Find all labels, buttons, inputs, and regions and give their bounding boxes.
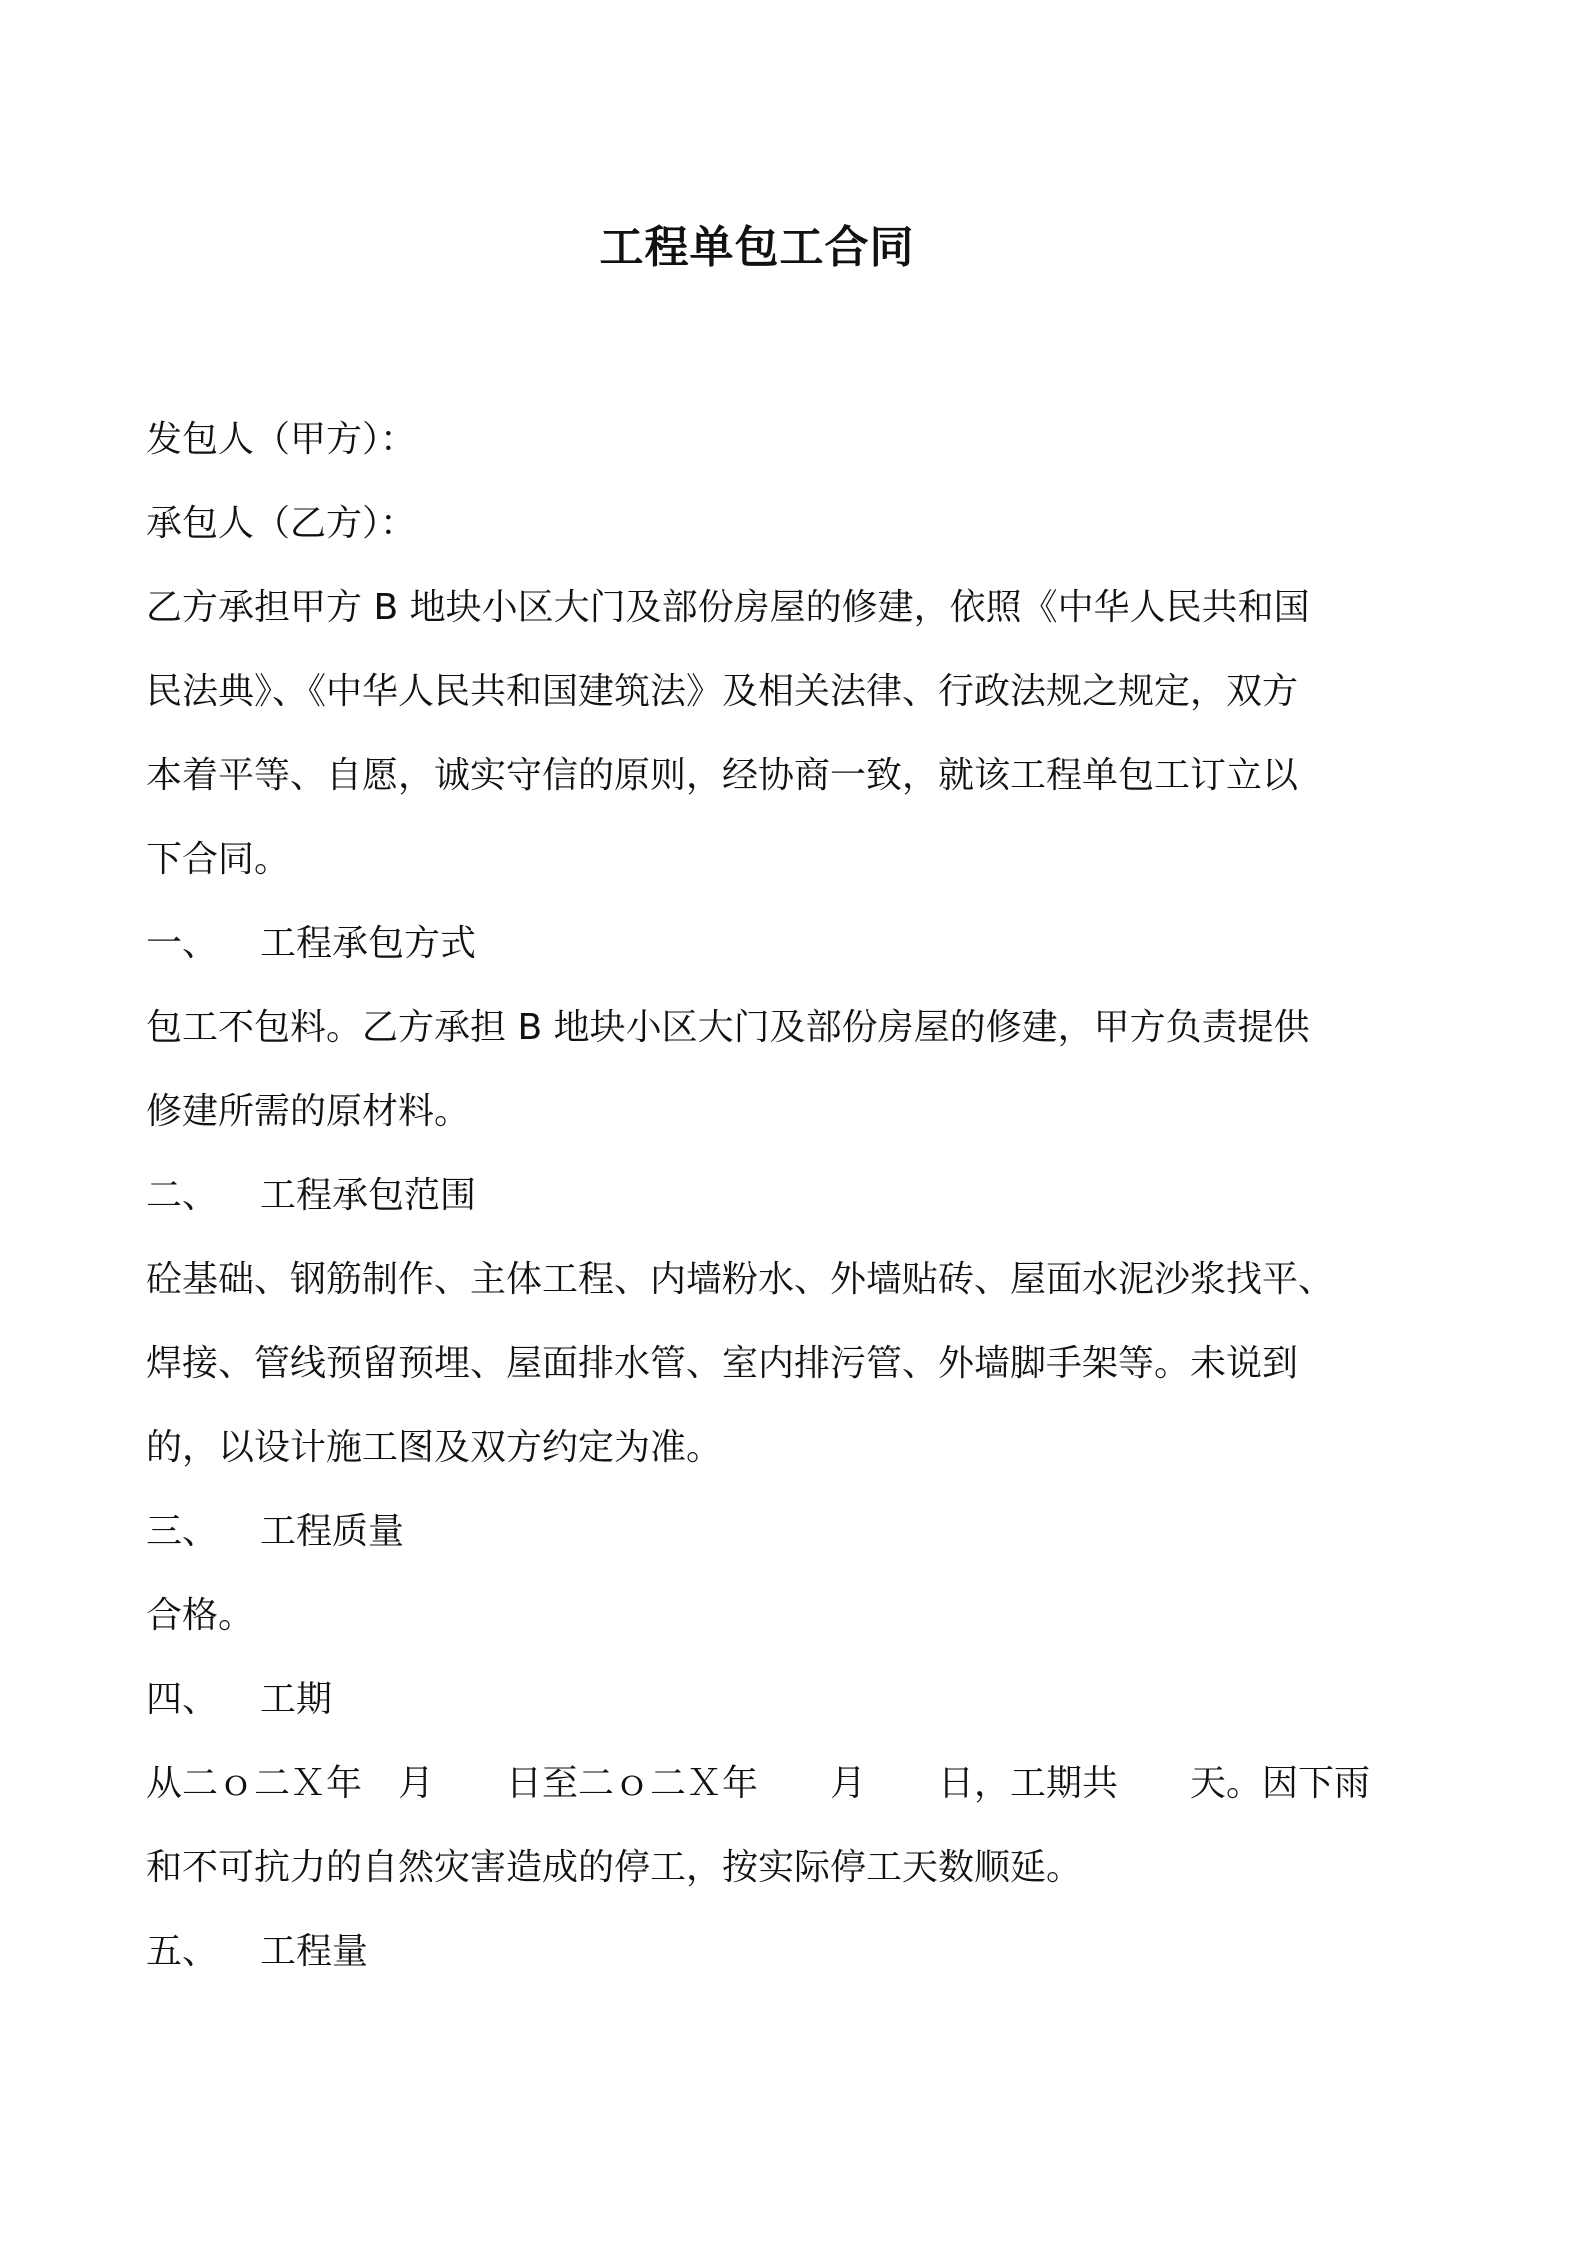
section-line: 焊接、管线预留预埋、屋面排水管、室内排污管、外墙脚手架等。未说到 bbox=[146, 1343, 1299, 1384]
section-title: 工程承包范围 bbox=[260, 1175, 477, 1216]
preamble-line: 民法典》、《中华人民共和国建筑法》及相关法律、行政法规之规定，双方 bbox=[146, 671, 1299, 712]
party-b-label: 承包人（乙方）： bbox=[146, 503, 417, 544]
section-title: 工期 bbox=[260, 1679, 333, 1720]
section-5 bbox=[146, 1910, 1364, 1994]
section-number: 一、 bbox=[146, 923, 219, 964]
section-number: 二、 bbox=[146, 1175, 219, 1216]
section-heading bbox=[146, 902, 1364, 986]
section-line: 砼基础、钢筋制作、主体工程、内墙粉水、外墙贴砖、屋面水泥沙浆找平、 bbox=[146, 1259, 1335, 1300]
section-number: 五、 bbox=[146, 1931, 219, 1972]
section-line: 修建所需的原材料。 bbox=[146, 1091, 471, 1132]
section-line: 从二ｏ二Ｘ年 月 日至二ｏ二Ｘ年 月 日，工期共 天。因下雨 bbox=[146, 1763, 1371, 1804]
section-title: 工程承包方式 bbox=[260, 923, 477, 964]
document-title: 工程单包工合同 bbox=[599, 222, 915, 273]
section-heading bbox=[146, 1490, 1364, 1574]
section-heading bbox=[146, 1154, 1364, 1238]
section-number: 四、 bbox=[146, 1679, 219, 1720]
section-line: 合格。 bbox=[146, 1595, 255, 1636]
section-line: 的，以设计施工图及双方约定为准。 bbox=[146, 1427, 723, 1468]
section-title: 工程质量 bbox=[260, 1511, 405, 1552]
section-line: 包工不包料。乙方承担 B 地块小区大门及部份房屋的修建，甲方负责提供 bbox=[146, 1007, 1310, 1048]
section-heading bbox=[146, 1658, 1364, 1742]
section-title: 工程量 bbox=[260, 1931, 369, 1972]
section-4 bbox=[146, 1658, 1371, 1910]
preamble-line: 下合同。 bbox=[146, 839, 291, 880]
section-heading bbox=[146, 1910, 1364, 1994]
section-number: 三、 bbox=[146, 1511, 219, 1552]
preamble-line: 乙方承担甲方 B 地块小区大门及部份房屋的修建，依照《中华人民共和国 bbox=[146, 587, 1310, 628]
preamble bbox=[146, 566, 1364, 902]
section-2 bbox=[146, 1154, 1364, 1490]
preamble-line: 本着平等、自愿，诚实守信的原则，经协商一致，就该工程单包工订立以 bbox=[146, 755, 1299, 796]
section-1 bbox=[146, 902, 1364, 1154]
document-body bbox=[146, 398, 1371, 1994]
section-3 bbox=[146, 1490, 1364, 1658]
party-a-label: 发包人（甲方）： bbox=[146, 419, 417, 460]
section-line: 和不可抗力的自然灾害造成的停工，按实际停工天数顺延。 bbox=[146, 1847, 1083, 1888]
